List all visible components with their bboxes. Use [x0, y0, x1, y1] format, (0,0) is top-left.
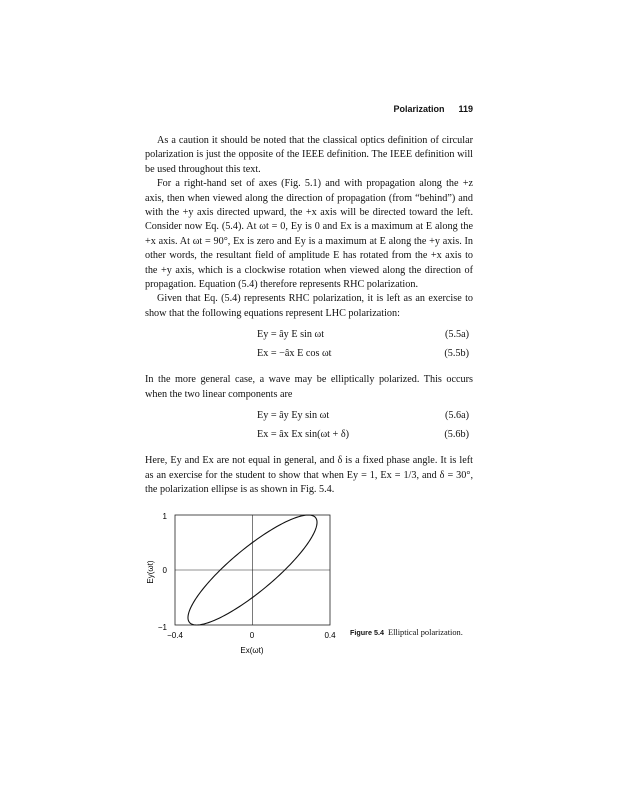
equation-number: (5.5b)	[444, 348, 469, 360]
equation-block-5-6	[145, 409, 473, 447]
equation-5-6b	[145, 428, 473, 447]
body-text	[145, 134, 473, 497]
y-tick-label: 0	[162, 566, 167, 575]
paragraph-5: Here, Ey and Ex are not equal in general, and δ is a fixed phase angle. It is left as an exercise for the student to show that when Ey = 1, Ex = 1/3, and δ = 30°, the polarization ellipse is as shown in Fig. 5.4.	[145, 455, 473, 495]
equation-5-6a	[145, 409, 473, 428]
paragraph-4: In the more general case, a wave may be elliptically polarized. This occurs when the two linear components are	[145, 374, 473, 400]
equation-5-5b	[145, 347, 473, 366]
header-page-number: 119	[458, 104, 473, 114]
equation-lhs: Ex = âx Ex sin(ωt + δ)	[257, 429, 350, 441]
equation-lhs: Ey = ây Ey sin ωt	[257, 410, 330, 422]
figure-label: Figure 5.4	[350, 628, 384, 637]
equation-block-5-5	[145, 328, 473, 366]
equation-lhs: Ex = −âx E cos ωt	[257, 348, 332, 360]
equation-lhs: Ey = ây E sin ωt	[257, 329, 325, 341]
x-tick-label: 0.4	[324, 631, 336, 640]
y-tick-label: −1	[157, 623, 167, 632]
figure-caption	[350, 628, 490, 637]
paragraph-3: Given that Eq. (5.4) represents RHC polarization, it is left as an exercise to show that the following equations represent LHC polarization:	[145, 293, 473, 319]
x-tick-label: 0	[249, 631, 255, 640]
equation-number: (5.6b)	[444, 429, 469, 441]
header-section-title: Polarization	[393, 104, 445, 114]
equation-number: (5.5a)	[444, 329, 469, 341]
running-header	[145, 104, 473, 114]
figure-caption-text: Elliptical polarization.	[387, 628, 463, 637]
equation-number: (5.6a)	[444, 410, 469, 422]
equation-5-5a	[145, 328, 473, 347]
paragraph-2: For a right-hand set of axes (Fig. 5.1) and with propagation along the +z axis, then when viewed along the direction of propagation (from “behind”) and with the +y axis directed upward, the +x axis will be directed toward the left. Consider now Eq. (5.4). At ωt = 0, Ey is 0 and Ex is a maximum at E along the +x axis. At ωt = 90°, Ex is zero and Ey is a maximum at E along the +y axis. In other words, the resultant field of amplitude E has rotated from the +x axis to the +y axis, which is a clockwise rotation when viewed along the direction of propagation. Equation (5.4) therefore represents RHC polarization.	[145, 178, 473, 291]
x-axis-label: Ex(ωt)	[240, 646, 264, 655]
y-axis-label: Ey(ωt)	[146, 560, 155, 584]
y-tick-label: 1	[162, 512, 167, 521]
paragraph-1: As a caution it should be noted that the classical optics definition of circular polarization is just the opposite of the IEEE definition. The IEEE definition will be used throughout this text.	[145, 135, 473, 175]
figure-5-4-plot	[140, 510, 480, 670]
x-tick-label: −0.4	[167, 631, 183, 640]
